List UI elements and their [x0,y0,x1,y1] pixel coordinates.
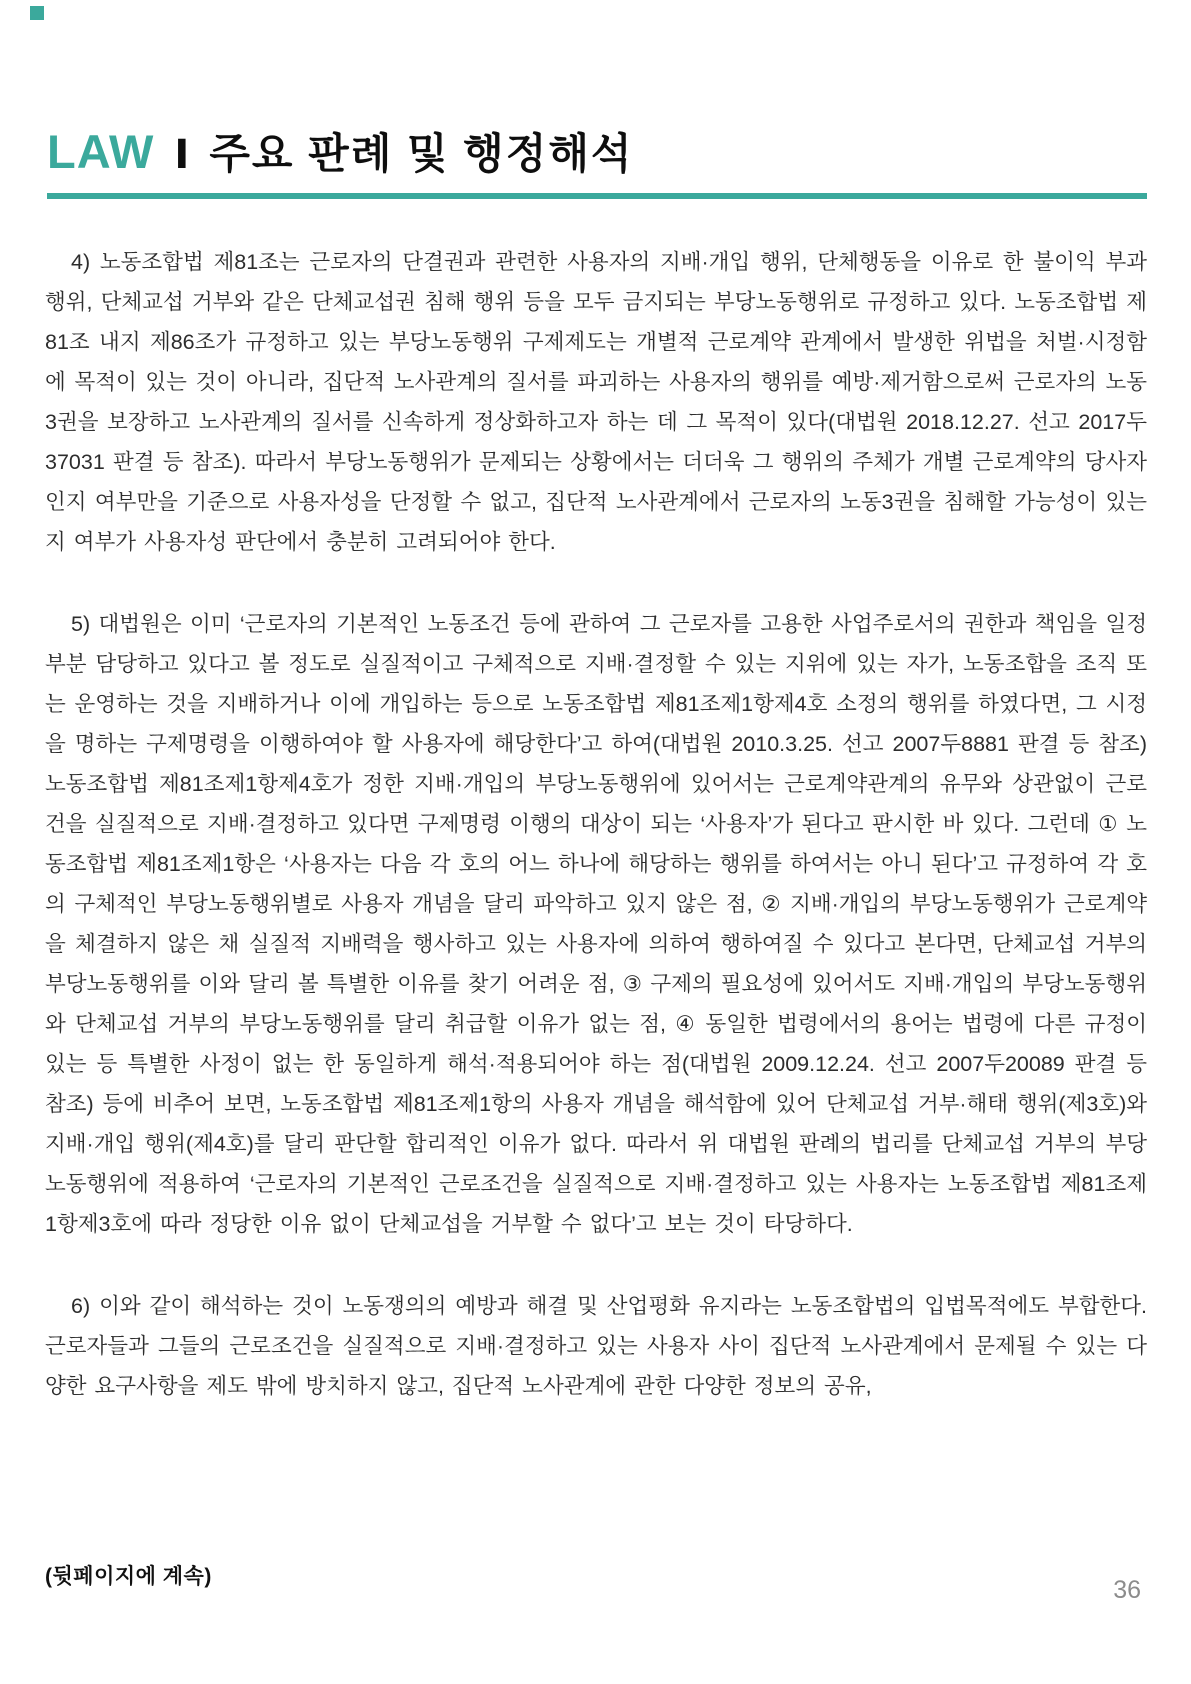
page-number: 36 [1113,1576,1141,1604]
page-title: 주요 판례 및 행정해석 [209,130,634,177]
brand-label: LAW [47,125,155,178]
title-separator: Ⅰ [174,133,190,177]
continuation-note: (뒷페이지에 계속) [45,1565,212,1588]
article-body [45,242,1147,1406]
paragraph-4: 4) 노동조합법 제81조는 근로자의 단결권과 관련한 사용자의 지배·개입 행위, 단체행동을 이유로 한 불이익 부과 행위, 단체교섭 거부와 같은 단체교섭권 침해 행위 등을 모두 금지되는 부당노동행위로 규정하고 있다. 노동조합법 제81조 내지 제86조가 규정하고 있는 부당노동행위 구제제도는 개별적 근로계약 관계에서 발생한 위법을 처벌·시정함에 목적이 있는 것이 아니라, 집단적 노사관계의 질서를 파괴하는 사용자의 행위를 예방·제거함으로써 근로자의 노동3권을 보장하고 노사관계의 질서를 신속하게 정상화하고자 하는 데 그 목적이 있다(대법원 2018.12.27. 선고 2017두37031 판결 등 참조). 따라서 부당노동행위가 문제되는 상황에서는 더더욱 그 행위의 주체가 개별 근로계약의 당사자인지 여부만을 기준으로 사용자성을 단정할 수 없고, 집단적 노사관계에서 근로자의 노동3권을 침해할 가능성이 있는지 여부가 사용자성 판단에서 충분히 고려되어야 한다. [45,250,1147,554]
paragraph-5: 5) 대법원은 이미 ‘근로자의 기본적인 노동조건 등에 관하여 그 근로자를 고용한 사업주로서의 권한과 책임을 일정 부분 담당하고 있다고 볼 정도로 실질적이고 구체적으로 지배·결정할 수 있는 지위에 있는 자가, 노동조합을 조직 또는 운영하는 것을 지배하거나 이에 개입하는 등으로 노동조합법 제81조제1항제4호 소정의 행위를 하였다면, 그 시정을 명하는 구제명령을 이행하여야 할 사용자에 해당한다’고 하여(대법원 2010.3.25. 선고 2007두8881 판결 등 참조) 노동조합법 제81조제1항제4호가 정한 지배·개입의 부당노동행위에 있어서는 근로계약관계의 유무와 상관없이 근로건을 실질적으로 지배·결정하고 있다면 구제명령 이행의 대상이 되는 ‘사용자’가 된다고 판시한 바 있다. 그런데 ① 노동조합법 제81조제1항은 ‘사용자는 다음 각 호의 어느 하나에 해당하는 행위를 하여서는 아니 된다’고 규정하여 각 호의 구체적인 부당노동행위별로 사용자 개념을 달리 파악하고 있지 않은 점, ② 지배·개입의 부당노동행위가 근로계약을 체결하지 않은 채 실질적 지배력을 행사하고 있는 사용자에 의하여 행하여질 수 있다고 본다면, 단체교섭 거부의 부당노동행위를 이와 달리 볼 특별한 이유를 찾기 어려운 점, ③ 구제의 필요성에 있어서도 지배·개입의 부당노동행위와 단체교섭 거부의 부당노동행위를 달리 취급할 이유가 없는 점, ④ 동일한 법령에서의 용어는 법령에 다른 규정이 있는 등 특별한 사정이 없는 한 동일하게 해석·적용되어야 하는 점(대법원 2009.12.24. 선고 2007두20089 판결 등 참조) 등에 비추어 보면, 노동조합법 제81조제1항의 사용자 개념을 해석함에 있어 단체교섭 거부·해태 행위(제3호)와 지배·개입 행위(제4호)를 달리 판단할 합리적인 이유가 없다. 따라서 위 대법원 판례의 법리를 단체교섭 거부의 부당노동행위에 적용하여 ‘근로자의 기본적인 근로조건을 실질적으로 지배·결정하고 있는 사용자는 노동조합법 제81조제1항제3호에 따라 정당한 이유 없이 단체교섭을 거부할 수 없다’고 보는 것이 타당하다. [45,612,1147,1236]
paragraph-6: 6) 이와 같이 해석하는 것이 노동쟁의의 예방과 해결 및 산업평화 유지라는 노동조합법의 입법목적에도 부합한다. 근로자들과 그들의 근로조건을 실질적으로 지배·결정하고 있는 사용자 사이 집단적 노사관계에서 문제될 수 있는 다양한 요구사항을 제도 밖에 방치하지 않고, 집단적 노사관계에 관한 다양한 정보의 공유, [45,1294,1147,1398]
header-divider-rule [47,193,1147,199]
page-header [47,124,1147,180]
teal-corner-accent [30,6,44,20]
